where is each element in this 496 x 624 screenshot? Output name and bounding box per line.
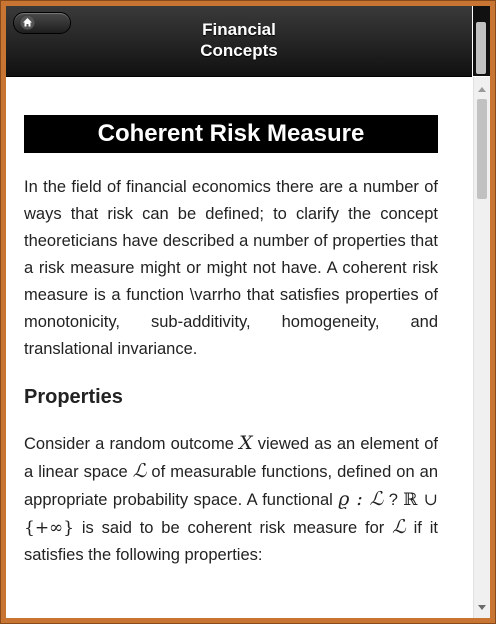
symbol-l: ℒ <box>132 460 147 482</box>
symbol-extended-reals: ℝ ∪ {+∞} <box>24 490 438 538</box>
properties-text-5: if it satisfies the following properties: <box>24 519 438 564</box>
symbol-l-2: ℒ <box>392 516 406 538</box>
properties-text-2: viewed as an element of a linear space <box>24 435 438 481</box>
page-title <box>126 19 352 61</box>
symbol-x: X <box>239 432 253 454</box>
scroll-down-icon[interactable] <box>478 605 486 610</box>
article-content <box>6 77 472 618</box>
title-line-2: Concepts <box>200 41 278 60</box>
scroll-up-icon[interactable] <box>478 87 486 92</box>
header-scroll-thumb <box>476 22 486 74</box>
header-bar <box>6 6 472 77</box>
symbol-unknown: ? <box>388 491 398 509</box>
properties-text-1: Consider a random outcome <box>24 435 234 453</box>
header-scroll-track <box>473 6 490 76</box>
home-icon <box>20 15 35 30</box>
app-frame <box>6 6 490 618</box>
scroll-thumb[interactable] <box>477 99 487 199</box>
intro-paragraph: In the field of financial economics there are a number of ways that risk can be defined; to clarify the concept theoreticians have described a number of properties that a risk measure might or might not have. A coherent risk measure is a function \varrho that satisfies properties of monotonicity, sub-additivity, homogeneity, and translational invariance. <box>24 178 438 358</box>
properties-heading: Properties <box>24 386 123 408</box>
home-button[interactable] <box>13 12 71 34</box>
vertical-scrollbar[interactable] <box>473 77 490 618</box>
properties-paragraph <box>24 430 438 569</box>
article-title: Coherent Risk Measure <box>24 115 438 153</box>
properties-text-3: of measurable functions, defined on an appropriate probability space. A functional <box>24 463 439 509</box>
properties-text-4: is said to be coherent risk measure for <box>81 519 385 537</box>
symbol-rho-l: ϱ : ℒ <box>338 488 384 510</box>
title-line-1: Financial <box>202 20 276 39</box>
